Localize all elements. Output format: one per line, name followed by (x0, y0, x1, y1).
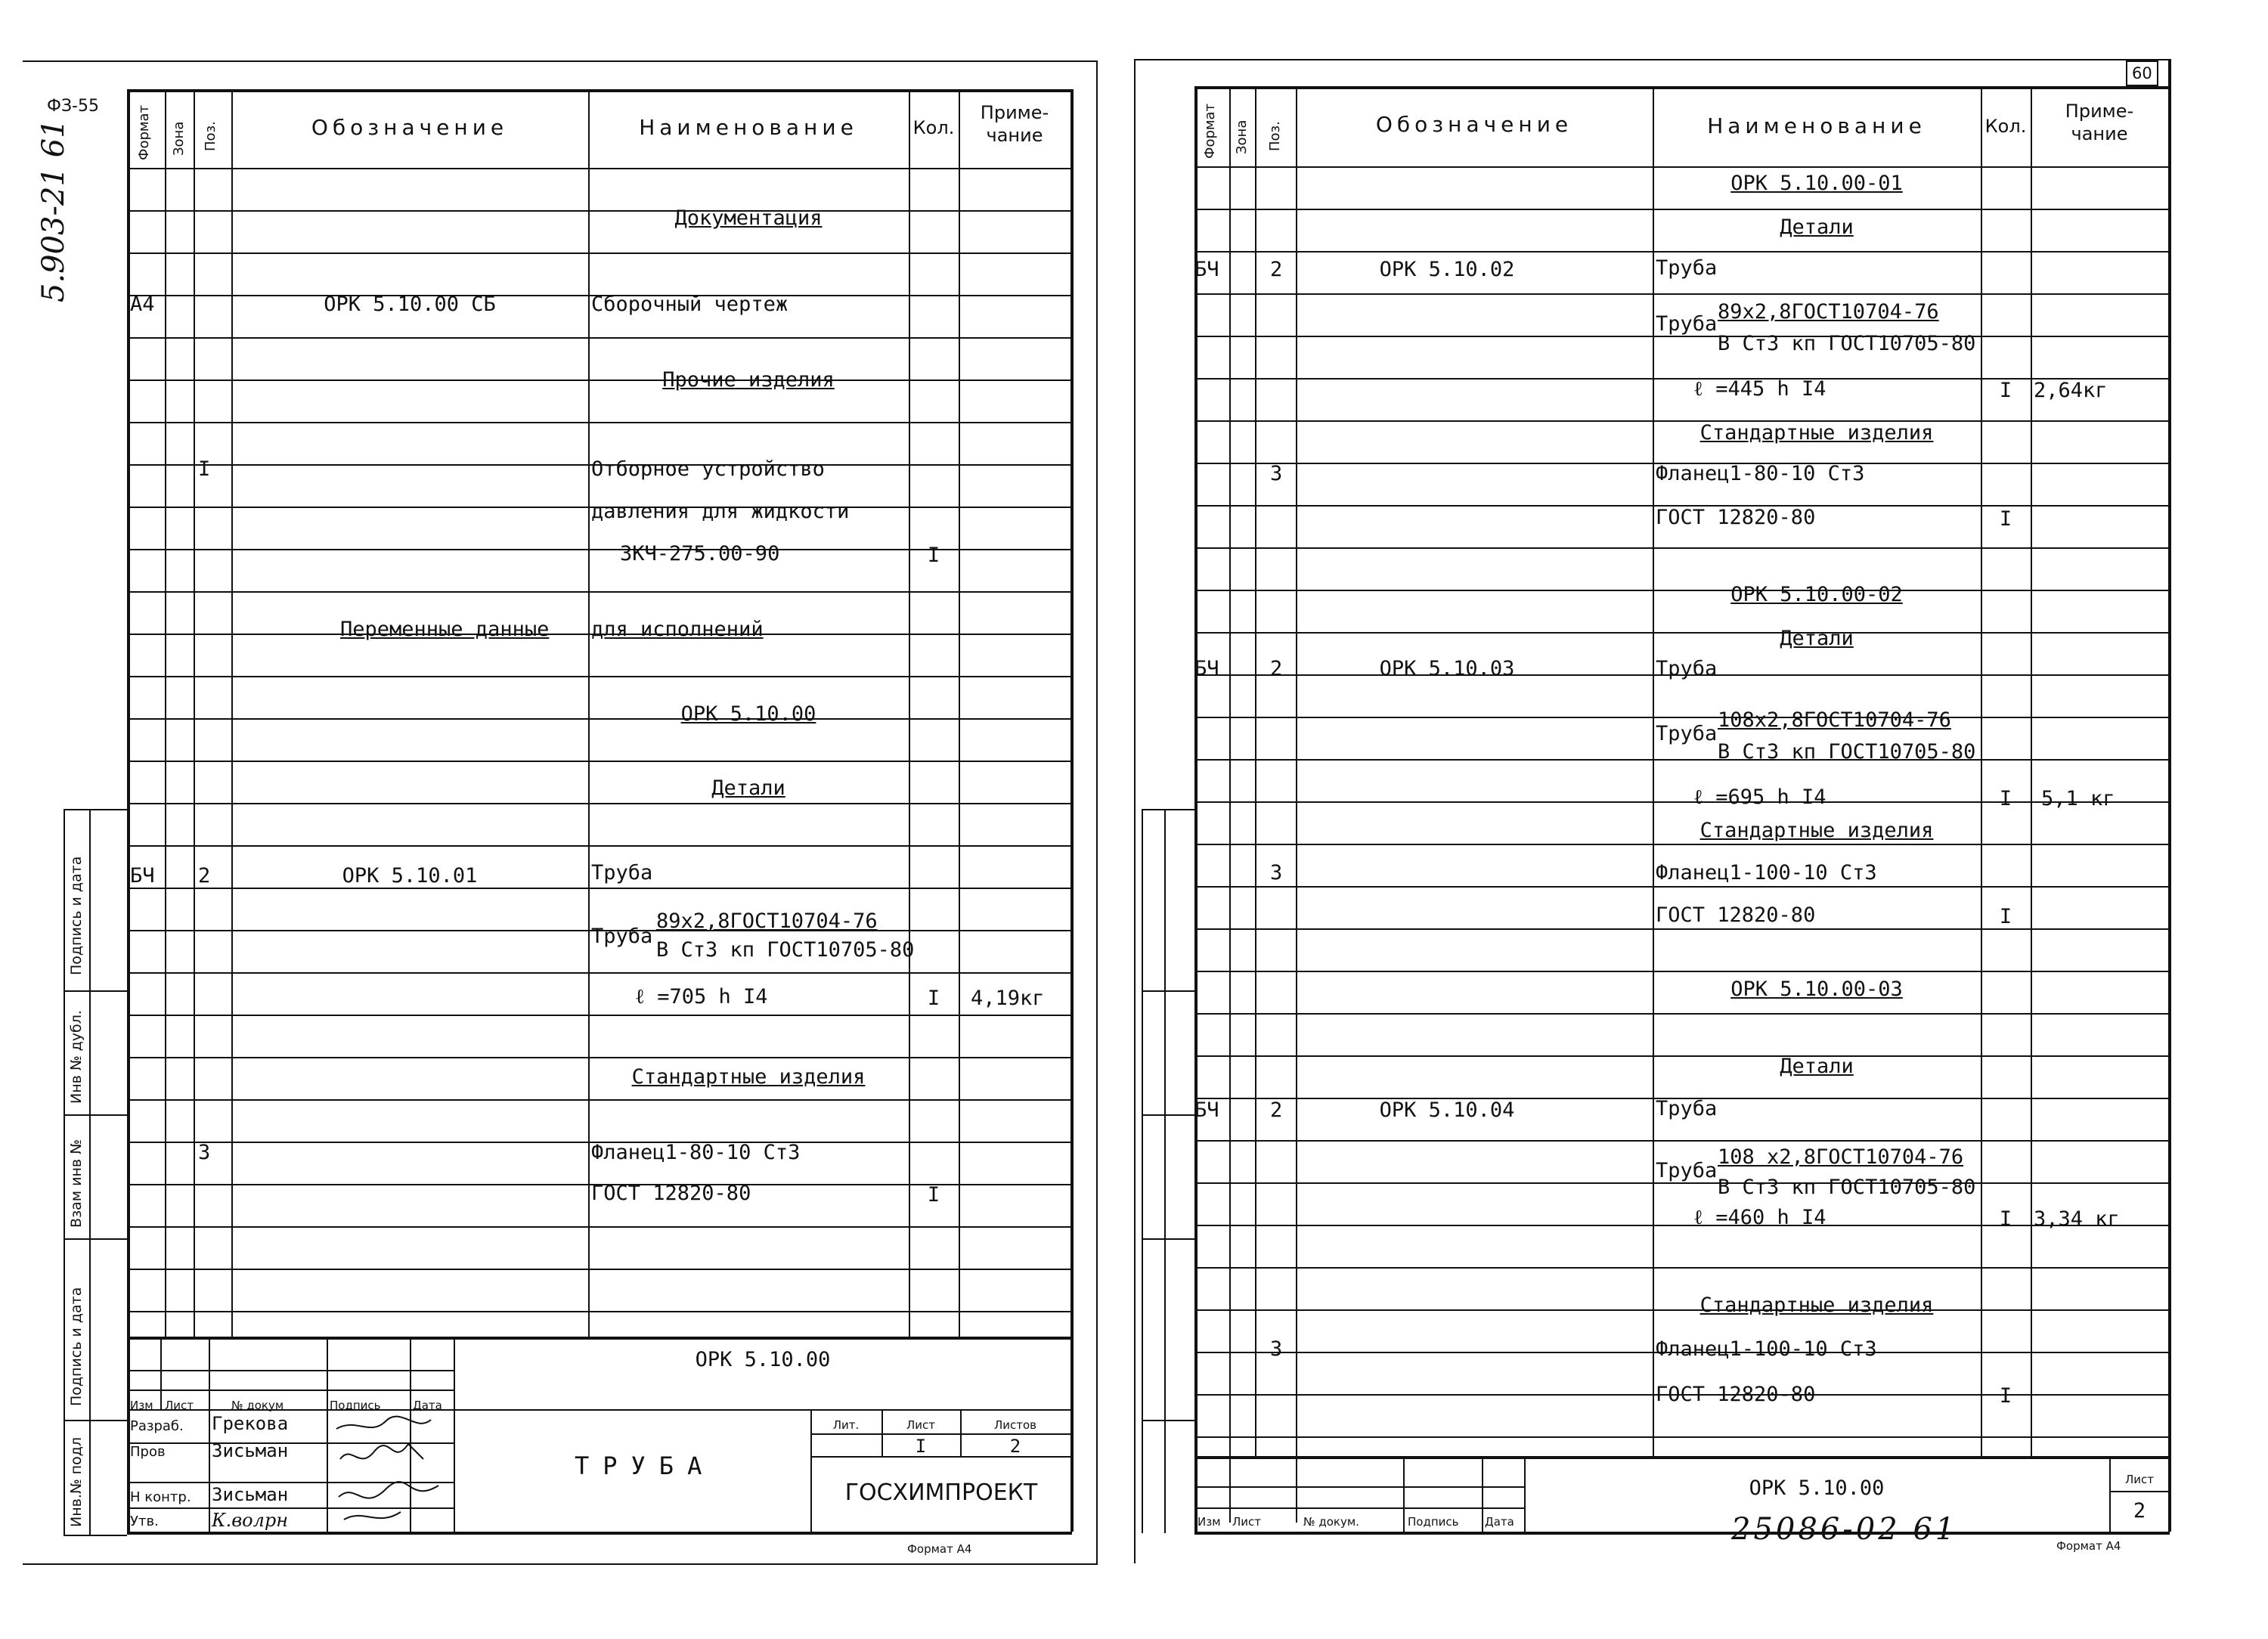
left-row-pos: 3 (198, 1141, 211, 1164)
right-row-format: БЧ (1194, 1098, 1219, 1122)
left-stamp-col-sheet: Лист (165, 1399, 194, 1412)
right-row-standard-items: Стандартные изделия (1699, 421, 1934, 445)
right-row-name: Труба (1656, 657, 1718, 680)
left-stamp-org: ГОСХИМПРОЕКТ (844, 1479, 1038, 1506)
right-row-name: Труба (1656, 1097, 1718, 1120)
table-rule (1194, 336, 2170, 337)
right-row-qty: I (1999, 1207, 2012, 1231)
header-pos: Поз. (1267, 121, 1283, 151)
left-stamp-sheets-value: 2 (1009, 1436, 1021, 1457)
table-rule (1194, 971, 2170, 972)
header-qty: Кол. (1984, 116, 2027, 137)
right-row-name: Фланец1-100-10 Ст3 (1656, 1337, 1877, 1361)
right-row-pos: 2 (1270, 657, 1283, 680)
margin-note: ФЗ-55 (47, 97, 99, 116)
left-stamp-role: Пров (130, 1444, 166, 1460)
right-row-pos: 3 (1270, 462, 1283, 485)
right-row-pos: 3 (1270, 1337, 1283, 1361)
right-row-qty: I (1999, 905, 2012, 928)
side-handwritten-number: 5.903-21 61 (36, 119, 71, 302)
table-rule (127, 676, 1072, 677)
left-row-pipe-prefix: Труба (591, 925, 653, 948)
table-rule (1194, 717, 2170, 718)
right-row-designation: ОРК 5.10.02 (1379, 258, 1515, 281)
header-name: Наименование (1707, 113, 1926, 138)
table-rule (127, 803, 1072, 804)
left-row-name: Труба (591, 861, 653, 885)
right-row-name: Фланец1-100-10 Ст3 (1656, 861, 1877, 885)
right-stamp-sheet-value: 2 (2133, 1499, 2146, 1523)
right-row-name: ГОСТ 12820-80 (1656, 903, 1816, 927)
table-rule (1194, 1182, 2170, 1184)
left-row-qty: I (927, 1183, 940, 1207)
header-pos: Поз. (203, 121, 218, 151)
right-row-details: Детали (1780, 1055, 1854, 1078)
table-rule (1194, 928, 2170, 930)
right-row-pipe-spec-top: 108 х2,8ГОСТ10704-76 (1718, 1145, 1964, 1169)
table-rule (127, 888, 1072, 889)
left-row-name: Сборочный чертеж (591, 293, 789, 316)
right-row-pipe-spec-bottom: В Ст3 кп ГОСТ10705-80 (1718, 1176, 1976, 1199)
right-row-pipe-spec-bottom: В Ст3 кп ГОСТ10705-80 (1718, 740, 1976, 764)
table-rule (127, 1099, 1072, 1101)
header-designation: Обозначение (1375, 112, 1573, 137)
left-stamp-col-doc: № докум (231, 1399, 284, 1412)
table-rule (127, 972, 1072, 974)
side-label-sign-date: Подпись и дата (68, 856, 85, 975)
signature-scribbles (333, 1414, 454, 1532)
side-label-inv-orig: Инв.№ подл (68, 1436, 85, 1527)
table-rule (127, 761, 1072, 762)
table-rule (127, 845, 1072, 847)
header-zone: Зона (1234, 119, 1250, 154)
left-stamp-col-date: Дата (413, 1399, 442, 1412)
table-rule (127, 1311, 1072, 1312)
left-stamp-name: Зисьман (212, 1484, 289, 1505)
side-label-inv-dup: Инв № дубл. (68, 1010, 85, 1104)
right-row-name: Труба (1656, 256, 1718, 280)
right-row-length: ℓ =445 h I4 (1693, 377, 1826, 401)
left-row-length: ℓ =705 h I4 (635, 985, 768, 1008)
left-stamp-title: ТРУБА (575, 1452, 716, 1480)
left-row-designation: ОРК 5.10.00 СБ (324, 293, 496, 316)
left-row-details: Детали (711, 776, 785, 800)
table-rule (1194, 251, 2170, 253)
table-rule (1194, 1140, 2170, 1142)
left-stamp-col-izm: Изм (130, 1399, 153, 1412)
table-rule (127, 1015, 1072, 1016)
left-row-name: давления для жидкости (591, 500, 850, 523)
left-stamp-sheet-label: Лист (906, 1418, 935, 1432)
right-stamp-sheet-label: Лист (2124, 1473, 2154, 1486)
left-stamp-lit-label: Лит. (832, 1418, 860, 1432)
footer-stamp: 25086-02 61 (1731, 1512, 1958, 1547)
table-rule (1194, 1436, 2170, 1438)
left-row-mass: 4,19кг (971, 987, 1045, 1010)
right-row-mass: 3,34 кг (2034, 1207, 2120, 1231)
left-row-format: А4 (130, 293, 155, 316)
right-row-pipe-spec-top: 89х2,8ГОСТ10704-76 (1718, 300, 1939, 324)
right-row-pos: 2 (1270, 258, 1283, 281)
right-row-format: БЧ (1194, 258, 1219, 281)
right-row-designation: ОРК 5.10.04 (1379, 1098, 1515, 1122)
header-format: Формат (136, 104, 152, 160)
header-zone: Зона (171, 121, 187, 156)
table-rule (127, 422, 1072, 423)
left-row-qty: I (927, 544, 940, 567)
right-stamp-col-sign: Подпись (1408, 1515, 1459, 1529)
table-rule (127, 1269, 1072, 1270)
header-qty: Кол. (912, 117, 955, 138)
left-stamp-name: Зисьман (212, 1440, 289, 1461)
table-rule (127, 337, 1072, 339)
left-row-standard-items: Стандартные изделия (631, 1065, 866, 1089)
left-stamp-sheets-label: Листов (993, 1418, 1037, 1432)
right-row-pipe-prefix: Труба (1656, 1159, 1718, 1182)
right-row-mass: 2,64кг (2034, 379, 2108, 402)
left-stamp-role: Разраб. (130, 1418, 184, 1434)
right-stamp-col-doc: № докум. (1303, 1515, 1359, 1529)
right-row-variant: ОРК 5.10.00-02 (1730, 583, 1903, 606)
table-rule (1194, 209, 2170, 210)
left-row-pos: 2 (198, 864, 211, 888)
right-row-length: ℓ =460 h I4 (1693, 1206, 1826, 1229)
left-row-pos: I (198, 457, 211, 481)
right-row-qty: I (1999, 787, 2012, 810)
table-rule (127, 591, 1072, 593)
left-row-pipe-spec-top: 89х2,8ГОСТ10704-76 (656, 909, 878, 933)
right-row-mass: 5,1 кг (2041, 787, 2115, 810)
right-row-pipe-spec-top: 108х2,8ГОСТ10704-76 (1718, 708, 1951, 732)
right-row-format: БЧ (1194, 657, 1219, 680)
table-rule (1194, 1013, 2170, 1015)
left-stamp-role: Н контр. (130, 1489, 191, 1505)
table-rule (127, 253, 1072, 254)
right-row-variant: ОРК 5.10.00-03 (1730, 978, 1903, 1001)
right-row-qty: I (1999, 379, 2012, 402)
right-row-standard-items: Стандартные изделия (1699, 819, 1934, 842)
left-row-pipe-spec-bottom: В Ст3 кп ГОСТ10705-80 (656, 938, 915, 962)
left-stamp-name: К.волрн (212, 1510, 289, 1531)
right-row-pipe-prefix: Труба (1656, 312, 1718, 336)
right-row-details: Детали (1780, 627, 1854, 650)
left-row-qty: I (927, 987, 940, 1010)
right-stamp-col-date: Дата (1485, 1515, 1514, 1529)
left-row-name: ГОСТ 12820-80 (591, 1182, 751, 1205)
side-label-sign-date-2: Подпись и дата (68, 1287, 85, 1406)
left-stamp-doc-code: ОРК 5.10.00 (695, 1348, 831, 1371)
left-row-variant: ОРК 5.10.00 (680, 702, 816, 726)
right-row-name: ГОСТ 12820-80 (1656, 506, 1816, 529)
left-row-variable-data: Переменные данные (340, 618, 550, 641)
side-label-replace-inv: Взам инв № (68, 1139, 85, 1228)
header-note: Приме- чание (980, 102, 1049, 146)
header-note: Приме- чание (2065, 101, 2134, 144)
page-corner-number: 60 (2126, 60, 2158, 86)
table-rule (1194, 844, 2170, 845)
left-row-other-items: Прочие изделия (662, 368, 835, 392)
left-row-name: Фланец1-80-10 Ст3 (591, 1141, 801, 1164)
table-rule (127, 1226, 1072, 1228)
right-stamp-doc-code: ОРК 5.10.00 (1749, 1476, 1885, 1500)
header-designation: Обозначение (311, 115, 509, 140)
header-format: Формат (1202, 103, 1218, 159)
table-rule (1194, 759, 2170, 761)
left-row-name: Отборное устройство (591, 457, 825, 481)
left-stamp-name: Грекова (212, 1413, 289, 1434)
left-row-format: БЧ (130, 864, 155, 888)
table-rule (1194, 547, 2170, 549)
table-rule (127, 1057, 1072, 1058)
table-rule (1194, 886, 2170, 888)
left-stamp-sheet-value: I (915, 1436, 927, 1457)
left-stamp-col-sign: Подпись (330, 1399, 381, 1412)
right-row-pipe-spec-bottom: В Ст3 кп ГОСТ10705-80 (1718, 332, 1976, 355)
header-name: Наименование (639, 115, 858, 140)
table-rule (1194, 293, 2170, 295)
left-row-variable-data-cont: для исполнений (591, 618, 764, 641)
right-row-name: ГОСТ 12820-80 (1656, 1383, 1816, 1406)
right-row-name: Фланец1-80-10 Ст3 (1656, 462, 1865, 485)
left-stamp-role: Утв. (130, 1514, 159, 1529)
table-rule (1194, 1267, 2170, 1269)
right-row-qty: I (1999, 507, 2012, 531)
right-stamp-col-sheet: Лист (1232, 1515, 1262, 1529)
right-stamp-col-izm: Изм (1198, 1515, 1221, 1529)
right-row-length: ℓ =695 h I4 (1693, 785, 1826, 809)
left-row-documentation: Документация (674, 206, 823, 230)
left-row-name: ЗКЧ-275.00-90 (620, 542, 780, 565)
right-row-standard-items: Стандартные изделия (1699, 1294, 1934, 1317)
right-row-variant: ОРК 5.10.00-01 (1730, 172, 1903, 195)
right-row-pipe-prefix: Труба (1656, 722, 1718, 745)
right-row-details: Детали (1780, 215, 1854, 239)
left-row-designation: ОРК 5.10.01 (342, 864, 478, 888)
right-row-qty: I (1999, 1384, 2012, 1408)
right-row-pos: 2 (1270, 1098, 1283, 1122)
right-stamp-format: Формат А4 (2056, 1539, 2121, 1553)
right-row-pos: 3 (1270, 861, 1283, 885)
left-stamp-format: Формат А4 (907, 1542, 972, 1556)
right-row-designation: ОРК 5.10.03 (1379, 657, 1515, 680)
